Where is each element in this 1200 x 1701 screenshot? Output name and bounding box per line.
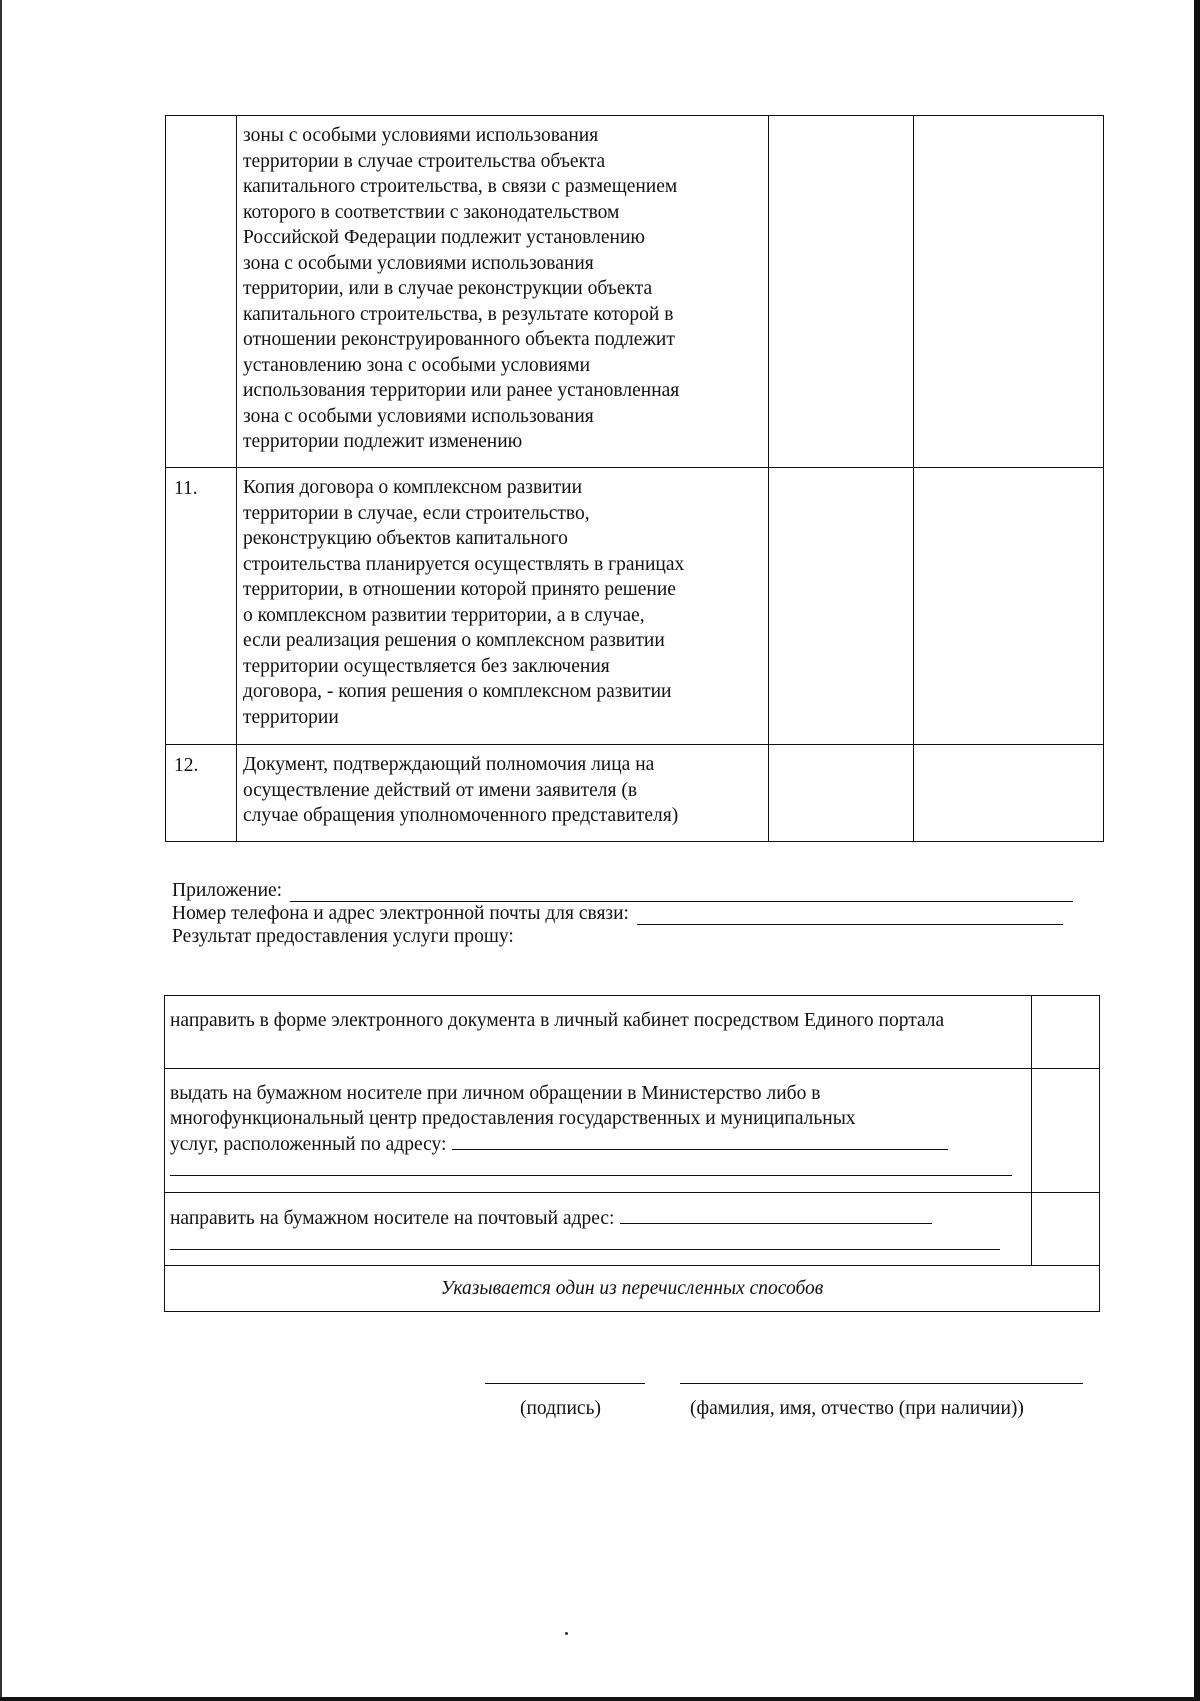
postal-address-fill-line[interactable] xyxy=(620,1205,932,1224)
empty-cell[interactable] xyxy=(769,468,914,745)
text-line: капитального строительства, в результате которой в xyxy=(243,303,674,325)
text-line: Документ, подтверждающий полномочия лица на xyxy=(243,754,655,775)
text-line: отношении реконструированного объекта подлежит xyxy=(243,329,675,350)
row-number xyxy=(166,116,237,468)
phone-email-fill-line[interactable] xyxy=(637,906,1063,925)
phone-email-line xyxy=(172,902,1077,925)
appendix-fill-line[interactable] xyxy=(290,883,1073,902)
text-line: установлению зона с особыми условиями xyxy=(243,354,591,376)
text-line: зона с особыми условиями использования xyxy=(243,405,594,427)
scan-edge-left xyxy=(0,0,2,1701)
signature-fill-line[interactable] xyxy=(485,1383,645,1384)
text-line: которого в соответствии с законодательством xyxy=(243,201,620,223)
text-line: договора, - копия решения о комплексном развитии xyxy=(243,681,672,702)
option-text-line xyxy=(170,1131,1025,1157)
text-line: строительства планируется осуществлять в границах xyxy=(243,553,685,575)
documents-table xyxy=(165,115,1104,842)
empty-cell[interactable] xyxy=(914,116,1104,468)
table-row xyxy=(166,116,1104,468)
result-options-table xyxy=(164,995,1100,1312)
text-line: капитального строительства, в связи с размещением xyxy=(243,176,678,197)
option-text-line: многофункциональный центр предоставления государственных и муниципальных xyxy=(170,1108,856,1129)
text-line: территории подлежит изменению xyxy=(243,431,523,452)
text-line: если реализация решения о комплексном развитии xyxy=(243,630,665,651)
text-line: Российской Федерации подлежит установлению xyxy=(243,227,645,248)
row-description xyxy=(237,116,769,468)
signature-caption: (подпись) xyxy=(520,1398,601,1419)
contact-block xyxy=(172,879,1077,948)
empty-cell[interactable] xyxy=(769,116,914,468)
scan-edge-right xyxy=(1194,0,1200,1701)
scan-speck xyxy=(565,1632,568,1635)
result-option-row xyxy=(165,1193,1100,1266)
address-fill-line[interactable] xyxy=(452,1131,948,1150)
empty-cell[interactable] xyxy=(769,745,914,842)
result-note: Указывается один из перечисленных способов xyxy=(165,1266,1100,1312)
text-line: территории осуществляется без заключения xyxy=(243,655,610,677)
full-name-caption: (фамилия, имя, отчество (при наличии)) xyxy=(690,1398,1024,1419)
address-fill-line-2[interactable] xyxy=(170,1159,1012,1176)
table-row xyxy=(166,745,1104,842)
text-line: Копия договора о комплексном развитии xyxy=(243,477,583,498)
option-paper-mail xyxy=(165,1193,1032,1266)
row-description xyxy=(237,745,769,842)
text-line: территории в случае, если строительство, xyxy=(243,502,590,524)
text-line: реконструкцию объектов капитального xyxy=(243,528,568,549)
text-line: использования территории или ранее установленная xyxy=(243,380,680,401)
option-paper-in-person xyxy=(165,1069,1032,1193)
text-line: территории в случае строительства объекта xyxy=(243,150,606,172)
postal-address-fill-line-2[interactable] xyxy=(170,1233,1000,1250)
result-request-label: Результат предоставления услуги прошу: xyxy=(172,926,514,947)
text-line: территории, в отношении которой принято решение xyxy=(243,579,676,600)
option-text-line xyxy=(170,1205,1025,1231)
option-paper-in-person-checkbox[interactable] xyxy=(1032,1069,1100,1193)
option-text-segment: направить на бумажном носителе на почтовый адрес: xyxy=(170,1208,615,1229)
text-line: зона с особыми условиями использования xyxy=(243,252,594,274)
result-note-row xyxy=(165,1266,1100,1312)
row-number: 11. xyxy=(166,468,237,745)
option-text-line: выдать на бумажном носителе при личном обращении в Министерство либо в xyxy=(170,1083,821,1104)
text-line: о комплексном развитии территории, а в случае, xyxy=(243,604,645,626)
option-paper-mail-checkbox[interactable] xyxy=(1032,1193,1100,1266)
appendix-line xyxy=(172,879,1077,902)
scan-edge-bottom xyxy=(0,1697,1200,1701)
text-line: зоны с особыми условиями использования xyxy=(243,125,599,146)
phone-email-label: Номер телефона и адрес электронной почты для связи: xyxy=(172,903,629,924)
full-name-fill-line[interactable] xyxy=(680,1383,1083,1384)
result-request-line xyxy=(172,925,1077,948)
table-row xyxy=(166,468,1104,745)
option-text-segment: услуг, расположенный по адресу: xyxy=(170,1134,447,1155)
result-option-row xyxy=(165,996,1100,1069)
appendix-label: Приложение: xyxy=(172,880,283,901)
empty-cell[interactable] xyxy=(914,468,1104,745)
empty-cell[interactable] xyxy=(914,745,1104,842)
row-description xyxy=(237,468,769,745)
text-line: территории xyxy=(243,706,339,728)
text-line: случае обращения уполномоченного представителя) xyxy=(243,805,679,826)
option-electronic-checkbox[interactable] xyxy=(1032,996,1100,1069)
text-line: территории, или в случае реконструкции объекта xyxy=(243,278,653,299)
result-option-row xyxy=(165,1069,1100,1193)
row-number: 12. xyxy=(166,745,237,842)
text-line: осуществление действий от имени заявителя (в xyxy=(243,779,638,801)
option-electronic: направить в форме электронного документа в личный кабинет посредством Единого портала xyxy=(165,996,1032,1069)
